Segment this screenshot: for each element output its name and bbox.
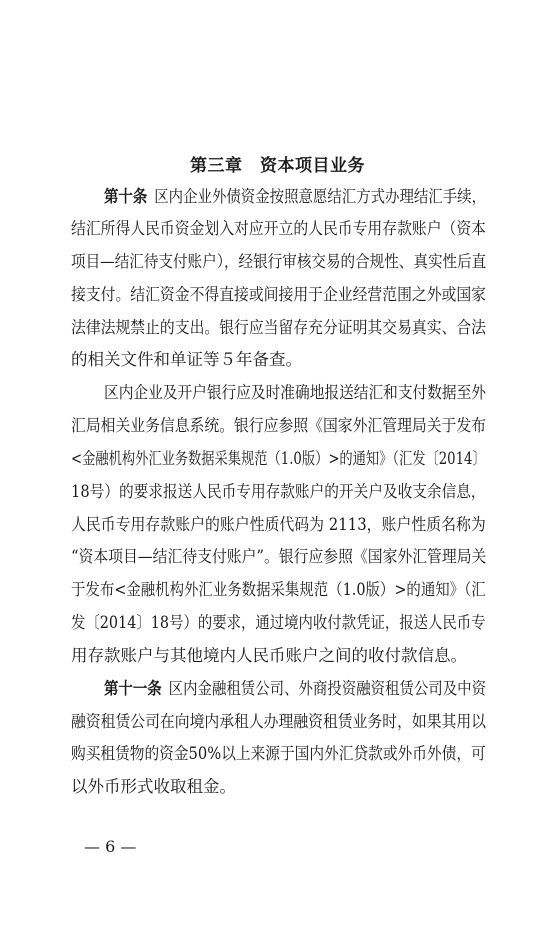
paragraph-2-line-6: “资本项目—结汇待支付账户”。银行应参照《国家外汇管理局关: [71, 547, 487, 566]
article-10-text: 区内企业外债资金按照意愿结汇方式办理结汇手续，: [154, 187, 486, 206]
paragraph-2-line-9: 用存款账户与其他境内人民币账户之间的收付款信息。: [71, 646, 467, 665]
article-11-line-2: 融资租赁公司在向境内承租人办理融资租赁业务时，如果其用以: [71, 712, 486, 731]
article-10-line-2: 结汇所得人民币资金划入对应开立的人民币专用存款账户（资本: [71, 219, 486, 238]
article-10-line-6: 的相关文件和单证等５年备查。: [71, 350, 302, 369]
article-10-line-3: 项目—结汇待支付账户），经银行审核交易的合规性、真实性后直: [71, 252, 487, 271]
paragraph-2-line-4: 18号）的要求报送人民币专用存款账户的开关户及收支余信息，: [71, 482, 486, 501]
paragraph-2-line-3: <金融机构外汇业务数据采集规范（1.0版）>的通知》（汇发〔2014〕: [71, 449, 486, 468]
article-10-line-4: 接支付。结汇资金不得直接或间接用于企业经营范围之外或国家: [71, 285, 486, 304]
paragraph-2-line-1: 区内企业及开户银行应及时准确地报送结汇和支付数据至外: [104, 383, 486, 402]
article-11-line-4: 以外币形式收取租金。: [71, 777, 236, 796]
paragraph-2-line-5: 人民币专用存款账户的账户性质代码为 2113，账户性质名称为: [71, 515, 486, 534]
article-11-line-3: 购买租赁物的资金50%以上来源于国内外汇贷款或外币外债，可: [71, 744, 486, 763]
article-10-label: 第十条: [104, 187, 148, 206]
chapter-title: 第三章 资本项目业务: [190, 156, 365, 176]
article-11-text: 区内金融租赁公司、外商投资融资租赁公司及中资: [168, 679, 486, 698]
article-10-line-5: 法律法规禁止的支出。银行应当留存充分证明其交易真实、合法: [71, 318, 486, 337]
paragraph-2-line-7: 于发布<金融机构外汇业务数据采集规范（1.0版）>的通知》（汇: [71, 580, 486, 599]
page-number: — 6 —: [84, 837, 137, 856]
article-10-line-1: [104, 186, 486, 208]
paragraph-2-line-8: 发〔2014〕18号）的要求，通过境内收付款凭证，报送人民币专: [71, 613, 486, 632]
paragraph-2-line-2: 汇局相关业务信息系统。银行应参照《国家外汇管理局关于发布: [71, 416, 486, 435]
article-11-line-1: [104, 678, 486, 700]
article-11-label: 第十一条: [104, 679, 162, 698]
